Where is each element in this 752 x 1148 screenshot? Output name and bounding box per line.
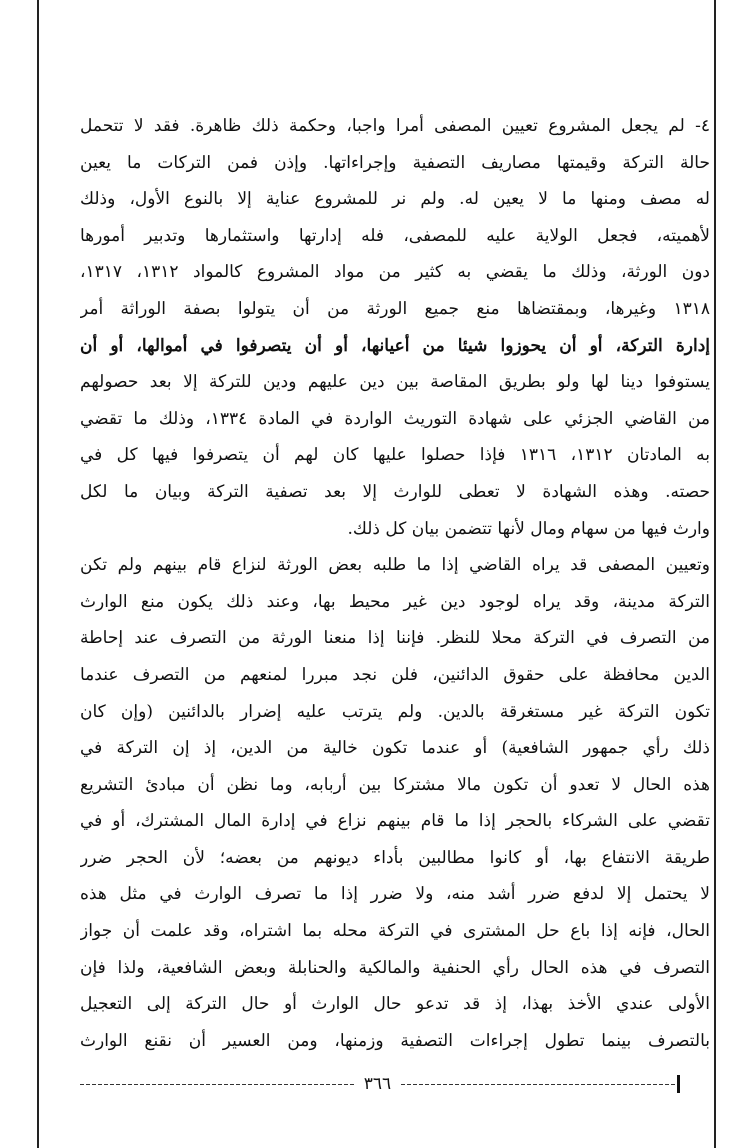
text-line: ١٣١٨ وغيرها، وبمقتضاها منع جميع الورثة من أن يتولوا بصفة الوراثة أمر	[80, 298, 710, 319]
text-line: لا يحتمل إلا لدفع ضرر أشد منه، ولا ضرر إذا ما تصرف الوارث في مثل هذه	[80, 884, 710, 905]
text-line: بالتصرف بينما تطول إجراءات التصفية وزمنها، ومن العسير أن نقنع الوارث	[80, 1030, 710, 1051]
page-border-left	[37, 0, 39, 1148]
text-line: تقضي على الشركاء بالحجر إذا ما قام بينهم نزاع في إدارة المال المشترك، أو في	[80, 811, 710, 832]
text-line: حصته. وهذه الشهادة لا تعطى للوارث إلا بعد تصفية التركة وبيان ما لكل	[80, 481, 710, 502]
text-line: من التصرف في التركة محلا للنظر. فإننا إذا منعنا الورثة من التصرف عند إحاطة	[80, 628, 710, 649]
text-line: وارث فيها من سهام ومال لأنها تتضمن بيان كل ذلك.	[347, 518, 710, 539]
page-number: ٣٦٦	[363, 1074, 392, 1094]
text-line: الحال، فإنه إذا باع حل المشترى في التركة محله بما اشتراه، وقد علمت أن جواز	[80, 921, 710, 942]
page-footer	[80, 1074, 680, 1094]
text-line: التركة مدينة، وقد يراه لوجود دين غير محيط بها، وعند ذلك يكون منع الوارث	[80, 591, 710, 612]
text-line: من القاضي الجزئي على شهادة التوريث الواردة في المادة ١٣٣٤، وذلك ما تقضي	[80, 408, 710, 429]
page-border-right	[714, 0, 716, 1148]
text-line: ذلك رأي جمهور الشافعية) أو عندما تكون خالية من الدين، إذ إن التركة في	[80, 738, 710, 759]
text-line: هذه الحال لا تعدو أن تكون مالا مشتركا بين أربابه، وما نظن أن مبادئ التشريع	[80, 774, 710, 795]
text-line: طريقة الانتفاع بها، أو كانوا مطالبين بأداء ديونهم من بعضه؛ لأن الحجر ضرر	[80, 847, 710, 868]
text-line: إدارة التركة، أو أن يحوزوا شيئا من أعيانها، أو أن يتصرفوا في أموالها، أو أن	[80, 335, 710, 356]
text-line: ٤- لم يجعل المشروع تعيين المصفى أمرا واجبا، وحكمة ذلك ظاهرة. فقد لا تتحمل	[80, 116, 710, 136]
text-line: لأهميته، فجعل الولاية عليه للمصفى، فله إدارتها واستثمارها وتدبير أمورها	[80, 225, 710, 246]
text-line: التصرف في هذه الحال رأي الحنفية والمالكية والحنابلة وبعض الشافعية، ولذا فإن	[80, 957, 710, 978]
footer-rule-left	[80, 1080, 354, 1088]
text-line: به المادتان ١٣١٢، ١٣١٦ فإذا حصلوا عليها كان لهم أن يتصرفوا فيها كل في	[80, 445, 710, 466]
text-line: يستوفوا دينا لها ولو بطريق المقاصة بين دين عليهم ودين للتركة إلا بعد حصولهم	[80, 372, 710, 393]
footer-end-mark	[677, 1075, 680, 1093]
text-line: دون الورثة، وذلك ما يقضي به كثير من مواد المشروع كالمواد ١٣١٢، ١٣١٧،	[80, 262, 710, 283]
text-line: وتعيين المصفى قد يراه القاضي إذا ما طلبه بعض الورثة لنزاع قام بينهم ولم تكن	[80, 555, 710, 576]
text-line: الدين محافظة على حقوق الدائنين، فلن نجد مبررا لمنعهم من التصرف عندما	[80, 664, 710, 685]
text-line: له مصف ومنها ما لا يعين له. ولم نر للمشروع عناية إلا بالنوع الأول، وذلك	[80, 189, 710, 210]
text-line: تكون التركة غير مستغرقة بالدين. ولم يترتب عليه إضرار بالدائنين (وإن كان	[80, 701, 710, 722]
text-line: الأولى عندي الأخذ بهذا، إذ قد تدعو حال الوارث أو حال التركة إلى التعجيل	[80, 994, 710, 1015]
body-text	[80, 108, 710, 1059]
text-line: حالة التركة وقيمتها مصاريف التصفية وإجراءاتها. وإذن فمن التركات ما يعين	[80, 152, 710, 173]
footer-rule-right	[401, 1080, 675, 1088]
